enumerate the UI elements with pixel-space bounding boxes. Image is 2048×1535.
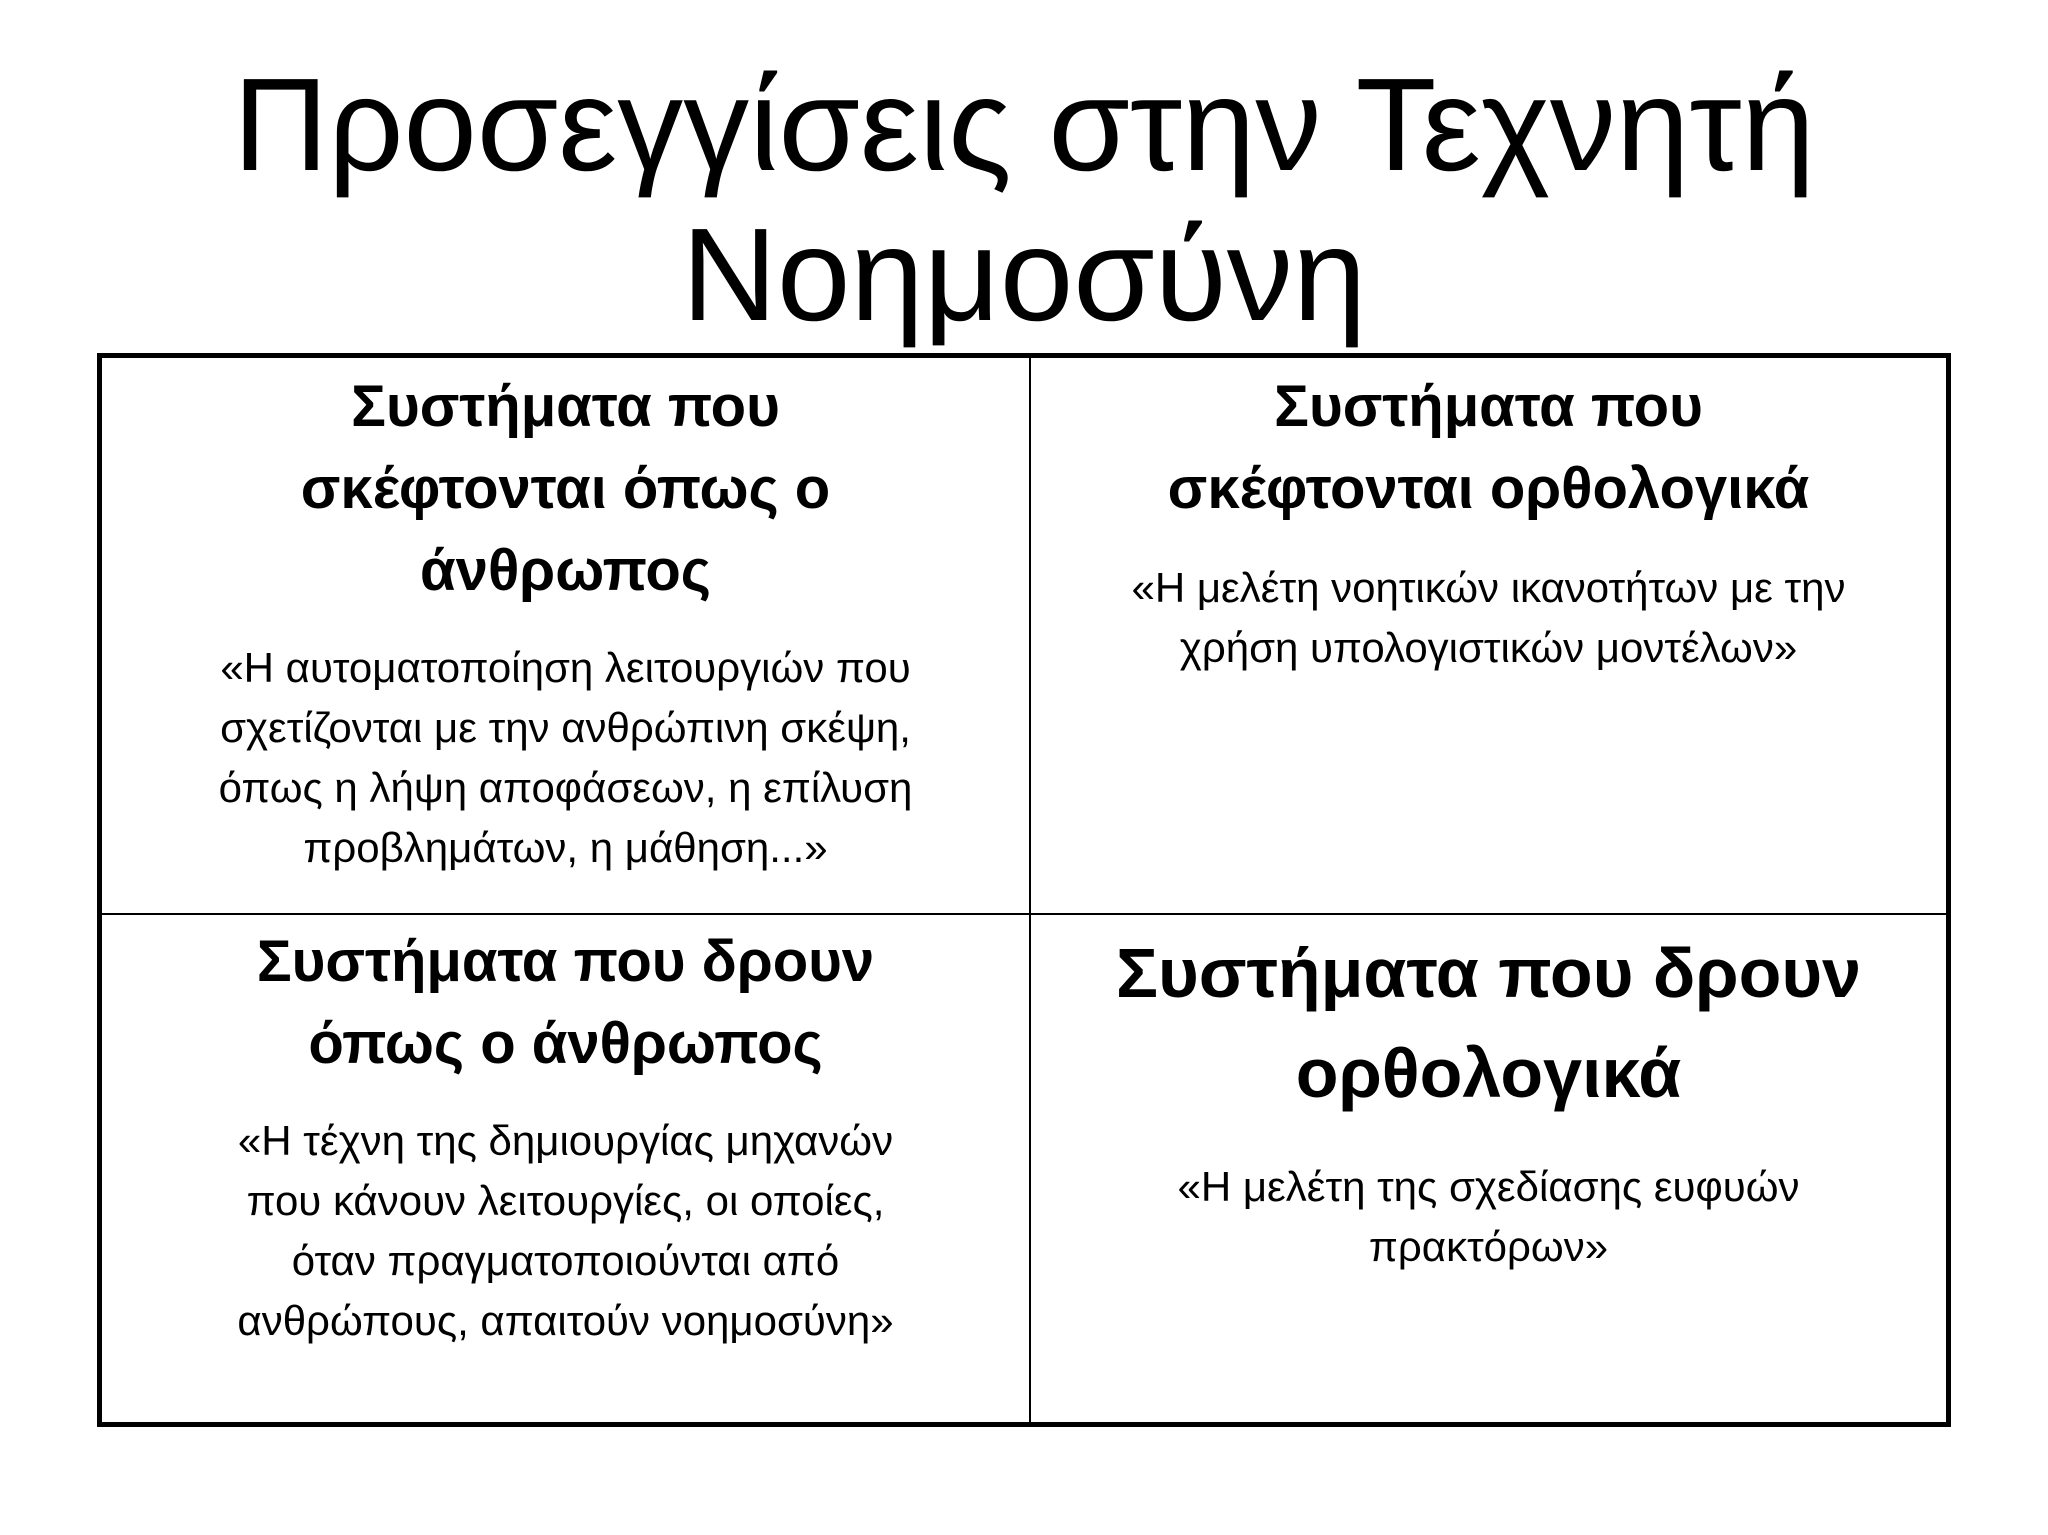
quadrant-heading: Συστήματα που σκέφτονται ορθολογικά	[1167, 374, 1810, 521]
quadrant-act-rationally	[1031, 915, 1946, 1422]
quadrant-think-humanly	[102, 358, 1031, 915]
quadrant-heading: Συστήματα που δρουν ορθολογικά	[1115, 934, 1862, 1112]
quadrant-quote: «Η τέχνη της δημιουργίας μηχανών που κάνουν λειτουργίες, οι οποίες, όταν πραγματοποιούνται από ανθρώπους, απαιτούν νοημοσύνη»	[237, 1117, 894, 1344]
quadrant-think-rationally	[1031, 358, 1946, 915]
approaches-table	[97, 353, 1951, 1427]
quadrant-act-humanly	[102, 915, 1031, 1422]
quadrant-quote: «Η μελέτη νοητικών ικανοτήτων με την χρήση υπολογιστικών μοντέλων»	[1131, 564, 1846, 671]
slide-title: Προσεγγίσεις στην Τεχνητή Νοημοσύνη	[233, 51, 1815, 348]
quadrant-quote: «Η μελέτη της σχεδίασης ευφυών πρακτόρων»	[1177, 1163, 1800, 1270]
quadrant-quote: «Η αυτοματοποίηση λειτουργιών που σχετίζονται με την ανθρώπινη σκέψη, όπως η λήψη αποφάσεων, η επίλυση προβλημάτων, η μάθηση...»	[218, 644, 913, 871]
quadrant-heading: Συστήματα που δρουν όπως ο άνθρωπος	[256, 929, 875, 1076]
quadrant-heading: Συστήματα που σκέφτονται όπως ο άνθρωπος	[300, 374, 831, 603]
